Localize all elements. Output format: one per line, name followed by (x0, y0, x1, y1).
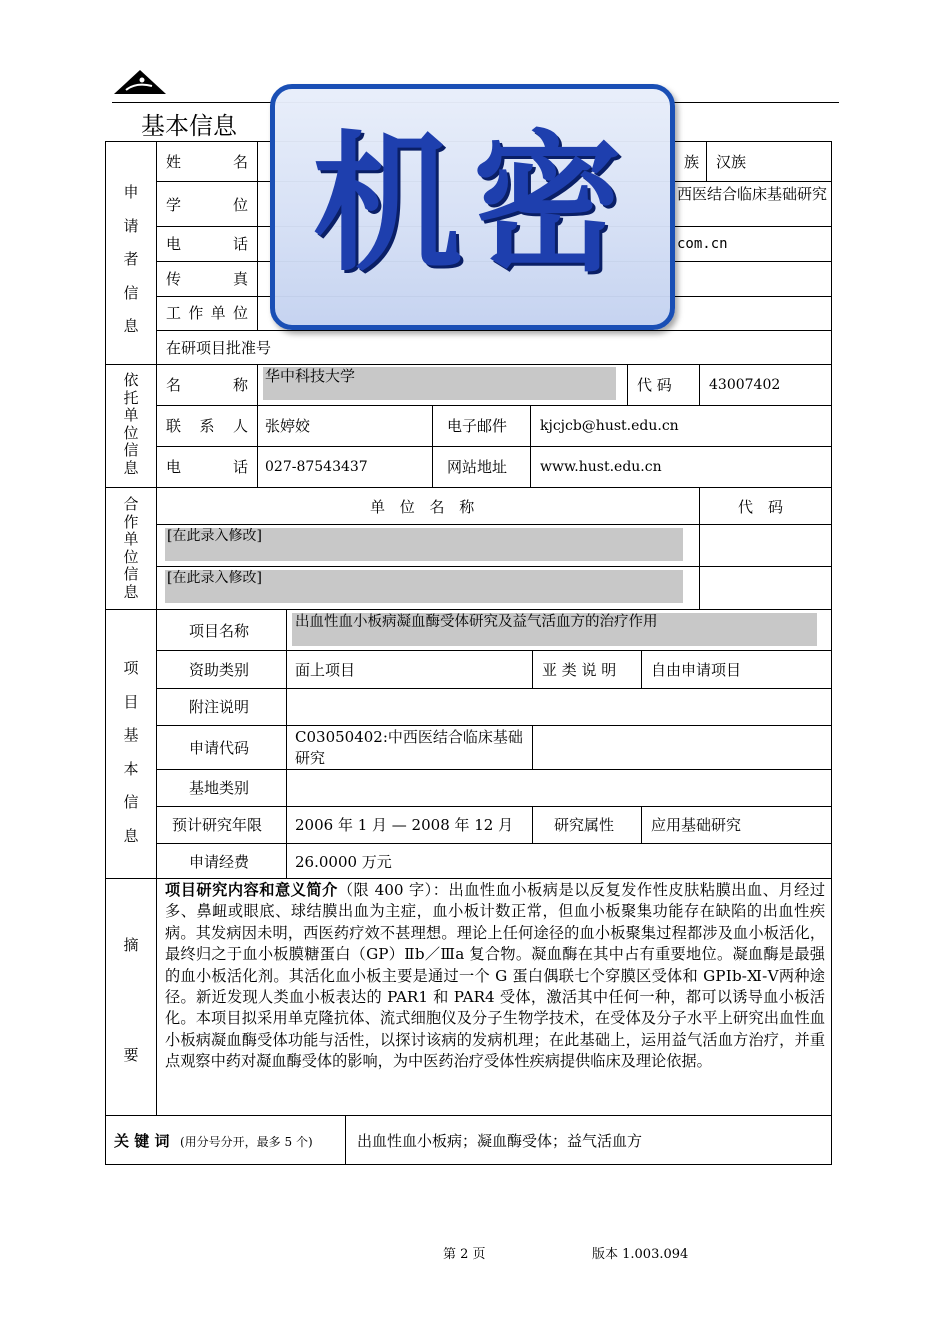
project-group-label: 项目基本信息 (123, 659, 139, 845)
cooperation-header-name: 单 位 名 称 (370, 498, 475, 516)
abstract-text (165, 880, 825, 1073)
version: 版本 1.003.094 (592, 1247, 689, 1262)
website-label: 网站地址 (447, 458, 508, 476)
attribute-label: 研究属性 (554, 816, 615, 834)
contact-label: 联 系 人 (166, 417, 248, 435)
page-number: 第 2 页 (443, 1247, 486, 1262)
website-value: www.hust.edu.cn (540, 459, 662, 475)
funding-type-label: 资助类别 (189, 661, 250, 679)
abstract-label-bottom: 要 (123, 1046, 139, 1064)
abstract-heading: 项目研究内容和意义简介 (165, 881, 338, 899)
base-type-label: 基地类别 (189, 779, 250, 797)
field-value: 西医结合临床基础研究 (677, 185, 828, 203)
cooperation-header-code: 代 码 (738, 498, 784, 516)
project-name-value: 出血性血小板病凝血酶受体研究及益气活血方的治疗作用 (295, 614, 658, 630)
applicant-group-label: 申请者信息 (123, 183, 139, 335)
phone-label: 电 话 (166, 235, 248, 253)
work-unit-label: 工作单位 (166, 304, 248, 322)
email-value: com.cn (677, 236, 728, 252)
institution-code-value: 43007402 (709, 377, 781, 393)
institution-phone-label: 电 话 (166, 458, 248, 476)
institution-name-label: 名 称 (166, 376, 248, 394)
nation-value: 汉族 (716, 153, 747, 171)
confidential-stamp (270, 84, 675, 330)
budget-label: 申请经费 (189, 853, 250, 871)
institution-email-value: kjcjcb@hust.edu.cn (540, 418, 679, 434)
keywords-value[interactable]: 出血性血小板病；凝血酶受体；益气活血方 (357, 1132, 643, 1150)
header-logo (112, 66, 168, 96)
subclass-value: 自由申请项目 (651, 661, 742, 679)
abstract-body: 出血性血小板病是以反复发作性皮肤粘膜出血、月经过多、鼻衄或眼底、球结膜出血为主症，血小板计数正常，但血小板聚集功能存在缺陷的出血性疾病。其发病因未明，西医药疗效不甚理想。理论上任何途径的血小板聚集过程都涉及血小板活化，最终归之于血小板膜糖蛋白（GP）Ⅱb／Ⅲa 复合物。凝血酶在其中占有重要地位。凝血酶是最强的血小板活化剂。其活化血小板主要是通过一个 G 蛋白偶联七个穿膜区受体和 GPⅠb-Ⅺ-Ⅴ两种途径。新近发现人类血小板表达的 PAR1 和 PAR4 受体，激活其中任何一种，都可以诱导血小板活化。本项目拟采用单克隆抗体、流式细胞仪及分子生物学技术，在受体及分子水平上研究出血性血小板病凝血酶受体功能与活性，以探讨该病的发病机理；在此基础上，运用益气活血方治疗，并重点观察中药对凝血酶受体的影响，为中医药治疗受体性疾病提供临床及理论依据。 (165, 881, 826, 1071)
application-code-value: C03050402:中西医结合临床基础研究 (295, 728, 523, 767)
subclass-label: 亚 类 说 明 (542, 661, 617, 679)
budget-value: 26.0000 万元 (295, 853, 392, 871)
name-label: 姓 名 (166, 153, 248, 171)
application-code-label: 申请代码 (189, 739, 250, 757)
institution-name-value: 华中科技大学 (265, 367, 356, 385)
abstract-limit: （限 400 字）： (337, 881, 449, 899)
project-name-label: 项目名称 (189, 622, 250, 640)
funding-type-value: 面上项目 (295, 661, 356, 679)
period-label: 预计研究年限 (172, 816, 263, 834)
period-value: 2006 年 1 月 — 2008 年 12 月 (295, 816, 514, 834)
degree-label: 学 位 (166, 196, 248, 214)
nation-label: 族 (684, 153, 700, 171)
institution-phone-value: 027-87543437 (265, 459, 368, 475)
cooperation-row[interactable]: [在此录入修改] (167, 528, 262, 544)
cooperation-group-label: 合作单位信息 (123, 495, 139, 601)
institution-code-label: 代 码 (637, 376, 672, 394)
contact-value: 张婷姣 (265, 417, 311, 435)
section-title: 基本信息 (141, 112, 237, 140)
project-number-label: 在研项目批准号 (166, 339, 272, 357)
institution-email-label: 电子邮件 (447, 417, 508, 435)
stamp-text: 机密 (312, 116, 633, 292)
abstract-label-top: 摘 (123, 936, 139, 954)
note-label: 附注说明 (189, 698, 250, 716)
fax-label: 传 真 (166, 270, 248, 288)
attribute-value: 应用基础研究 (651, 816, 742, 834)
keywords-hint: (用分号分开，最多 5 个) (180, 1135, 313, 1149)
institution-group-label: 依托单位信息 (123, 371, 139, 477)
cooperation-row[interactable]: [在此录入修改] (167, 570, 262, 586)
keywords-label: 关 键 词 (114, 1132, 170, 1150)
